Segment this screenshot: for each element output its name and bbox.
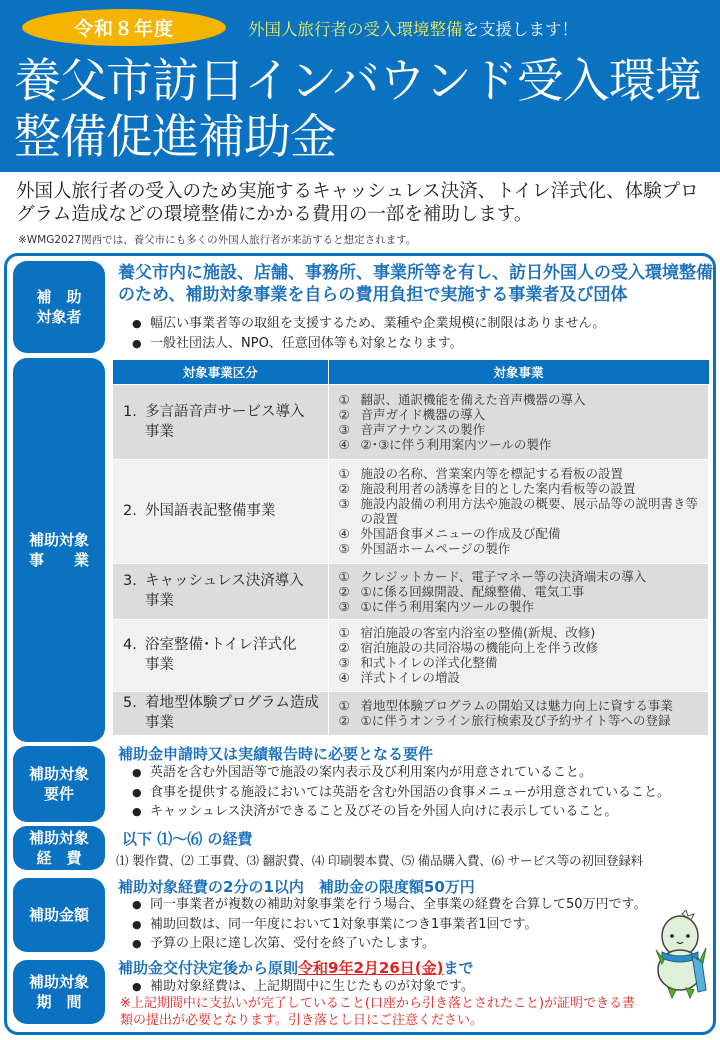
item-text: 和式トイレの洋式化整備: [360, 655, 498, 670]
category-name: 多言語音声サービス導入: [145, 403, 305, 420]
table-row: [113, 384, 709, 459]
period-note-line1: ※上記期間中に支払いが完了していること(口座から引き落とされたこと)が証明できる書: [120, 996, 636, 1011]
item-num: ③: [338, 598, 350, 614]
item-num: ②: [338, 713, 350, 729]
item-line: [339, 392, 703, 407]
bullet-item: ● 幅広い事業者等の取組を支援するため、業種や企業規模に制限はありません。: [132, 314, 605, 334]
amount-bullets: [132, 895, 647, 954]
category-cell: [113, 563, 328, 619]
tagline-highlight: 外国人旅行者の受入環境整備: [248, 20, 463, 39]
category-name-cont: 事業: [145, 593, 174, 609]
period-heading-suffix: まで: [443, 959, 474, 977]
item-num: ①: [338, 625, 350, 640]
item-line: [339, 625, 703, 640]
category-cell: [113, 619, 328, 691]
item-line: [339, 422, 703, 437]
bullet-item: ● 補助回数は、同一年度において1対象事業につき1事業者1回です。: [132, 915, 647, 935]
year-badge: 令和８年度: [22, 9, 226, 46]
table-row: [113, 563, 709, 619]
label-amount-line1: 補助金額: [28, 906, 89, 924]
category-num: 4.: [123, 637, 137, 653]
bullet-item: ● 一般社団法人、NPO、任意団体等も対象となります。: [132, 334, 605, 354]
item-num: ④: [338, 526, 350, 541]
item-text: 音声ガイド機器の導入: [360, 406, 486, 422]
item-num: ②: [338, 481, 350, 496]
category-name: キャッシュレス決済導入: [145, 573, 304, 589]
intro-text: 外国人旅行者の受入のため実施するキャッシュレス決済、トイレ洋式化、体験プログラム造成などの環境整備にかかる費用の一部を補助します。: [16, 181, 699, 225]
item-line: [339, 713, 703, 728]
table-row: [113, 619, 709, 691]
item-num: ②: [338, 406, 350, 422]
mascot-character-icon: [650, 910, 714, 1000]
item-line: [339, 698, 703, 713]
item-line: [339, 584, 703, 599]
bullet-item: ● 補助対象経費は、上記期間中に生じたものが対象です。: [132, 977, 474, 997]
expenses-list: ⑴ 製作費、⑵ 工事費、⑶ 翻訳費、⑷ 印刷製本費、⑸ 備品購入費、⑹ サービス等の初回登録料: [116, 853, 643, 868]
item-text: 外国語食事メニューの作成及び配備: [360, 526, 561, 541]
item-num: ①: [338, 466, 350, 481]
label-projects-line1: 補助対象: [28, 531, 89, 549]
item-line: [339, 466, 703, 481]
item-num: ④: [338, 436, 350, 452]
title-line-2: 整備促進補助金: [14, 110, 336, 165]
item-line: [339, 481, 703, 496]
items-cell: [328, 384, 709, 459]
items-cell: [328, 619, 709, 691]
label-period: [13, 960, 105, 1024]
item-text: 翻訳、通訳機能を備えた音声機器の導入: [360, 391, 586, 407]
category-num: 1.: [123, 403, 137, 420]
category-name-cont: 事業: [145, 715, 174, 732]
wmg-note: ※WMG2027関西では、養父市にも多くの外国人旅行者が来訪すると想定されます。: [18, 234, 417, 246]
label-requirements-line1: 補助対象: [28, 765, 89, 783]
item-line: [339, 569, 703, 584]
item-text: 宿泊施設の共同浴場の機能向上を伴う改修: [360, 640, 599, 655]
label-eligible-line2: 対象者: [36, 308, 82, 326]
item-num: ①: [338, 698, 350, 714]
label-requirements: [13, 746, 105, 822]
item-text: ①に係る回線開設、配線整備、電気工事: [360, 583, 585, 599]
item-text: 施設内設備の利用方法や施設の概要、展示品等の説明書き等の設置: [360, 496, 699, 526]
period-bullets: [132, 977, 474, 997]
item-line: [339, 655, 703, 670]
label-amount: [13, 878, 105, 952]
item-num: ③: [338, 421, 350, 437]
table-row: [113, 459, 709, 563]
item-line: [339, 670, 703, 685]
label-period-line1: 補助対象: [28, 973, 89, 991]
label-projects: [13, 358, 105, 742]
item-line: [339, 526, 703, 541]
bullet-item: ● キャッシュレス決済ができること及びその旨を外国人向けに表示していること。: [132, 802, 670, 822]
label-requirements-line2: 要件: [43, 785, 74, 803]
item-line: [339, 541, 703, 556]
item-text: 着地型体験プログラムの開始又は魅力向上に資する事業: [360, 698, 673, 714]
page-title: [14, 54, 701, 166]
header-banner: [0, 0, 720, 172]
item-num: ③: [338, 496, 350, 511]
period-warning-note: [120, 995, 635, 1029]
label-expenses-line2: 経 費: [36, 849, 82, 867]
label-expenses-line1: 補助対象: [28, 829, 89, 847]
item-text: 施設利用者の誘導を目的とした案内看板等の設置: [360, 481, 636, 496]
col-header-projects: 対象事業: [328, 360, 709, 384]
items-cell: [328, 563, 709, 619]
tagline: [248, 16, 578, 40]
item-text: 施設の名称、営業案内等を標記する看板の設置: [360, 466, 624, 481]
category-num: 2.: [123, 503, 137, 519]
label-eligible-line1: 補 助: [36, 288, 82, 306]
category-name: 浴室整備･トイレ洋式化: [145, 637, 297, 653]
category-name-cont: 事業: [145, 423, 174, 440]
item-text: 洋式トイレの増設: [360, 670, 460, 685]
bullet-item: ● 予算の上限に達し次第、受付を終了いたします。: [132, 934, 647, 954]
amount-heading: 補助対象経費の2分の1以内 補助金の限度額50万円: [118, 878, 475, 896]
item-num: ③: [338, 655, 350, 670]
category-name-cont: 事業: [145, 657, 174, 673]
expenses-heading: 以下 ⑴～⑹ の経費: [122, 830, 253, 848]
period-note-line2: 類の提出が必要となります。引き落とし日にご注意ください。: [120, 1013, 483, 1028]
period-heading: [118, 957, 474, 979]
title-line-1: 養父市訪日インバウンド受入環境: [14, 54, 701, 109]
item-num: ②: [338, 640, 350, 655]
item-num: ⑤: [338, 541, 350, 556]
category-cell: [113, 459, 328, 563]
bullet-item: ● 食事を提供する施設においては英語を含む外国語の食事メニューが用意されていること。: [132, 783, 670, 803]
item-line: [339, 496, 703, 526]
bullet-item: ● 英語を含む外国語等で施設の案内表示及び利用案内が用意されていること。: [132, 763, 670, 783]
item-text: ②･③に伴う利用案内ツールの製作: [360, 436, 552, 452]
item-text: 外国語ホームページの製作: [360, 541, 511, 556]
item-num: ①: [338, 391, 350, 407]
tagline-rest: を支援します！: [462, 20, 578, 39]
label-projects-line2: 事 業: [28, 551, 89, 569]
label-expenses: [13, 826, 105, 870]
category-cell: [113, 691, 328, 735]
item-line: [339, 407, 703, 422]
eligible-bullets: [132, 314, 605, 353]
item-text: 宿泊施設の客室内浴室の整備(新規、改修): [360, 625, 596, 640]
label-period-line2: 期 間: [36, 993, 82, 1011]
category-name: 外国語表記整備事業: [145, 503, 276, 519]
projects-table: [113, 360, 709, 735]
items-cell: [328, 691, 709, 735]
item-line: [339, 640, 703, 655]
item-line: [339, 437, 703, 452]
item-text: 音声アナウンスの製作: [360, 421, 486, 437]
item-line: [339, 599, 703, 614]
category-num: 5.: [123, 695, 137, 712]
item-text: ①に伴うオンライン旅行検索及び予約サイト等への登録: [360, 713, 671, 729]
requirements-heading: 補助金申請時又は実績報告時に必要となる要件: [118, 745, 434, 763]
bullet-item: ● 同一事業者が複数の補助対象事業を行う場合、全事業の経費を合算して50万円です。: [132, 895, 647, 915]
period-deadline-date: 令和9年2月26日(金): [298, 959, 444, 977]
eligible-heading: 養父市内に施設、店舗、事務所、事業所等を有し、訪日外国人の受入環境整備のため、補助対象事業を自らの費用負担で実施する事業者及び団体: [118, 263, 713, 305]
item-text: ①に伴う利用案内ツールの製作: [360, 598, 534, 614]
col-header-category: 対象事業区分: [113, 360, 328, 384]
item-num: ②: [338, 583, 350, 599]
category-cell: [113, 384, 328, 459]
category-name: 着地型体験プログラム造成: [145, 695, 319, 712]
requirements-bullets: [132, 763, 670, 822]
table-row: [113, 691, 709, 735]
items-cell: [328, 459, 709, 563]
category-num: 3.: [123, 573, 137, 589]
period-heading-prefix: 補助金交付決定後から原則: [118, 959, 299, 977]
item-num: ④: [338, 670, 350, 685]
item-text: クレジットカード、電子マネー等の決済端末の導入: [360, 568, 647, 584]
label-eligible: [13, 261, 105, 353]
item-num: ①: [338, 568, 350, 584]
